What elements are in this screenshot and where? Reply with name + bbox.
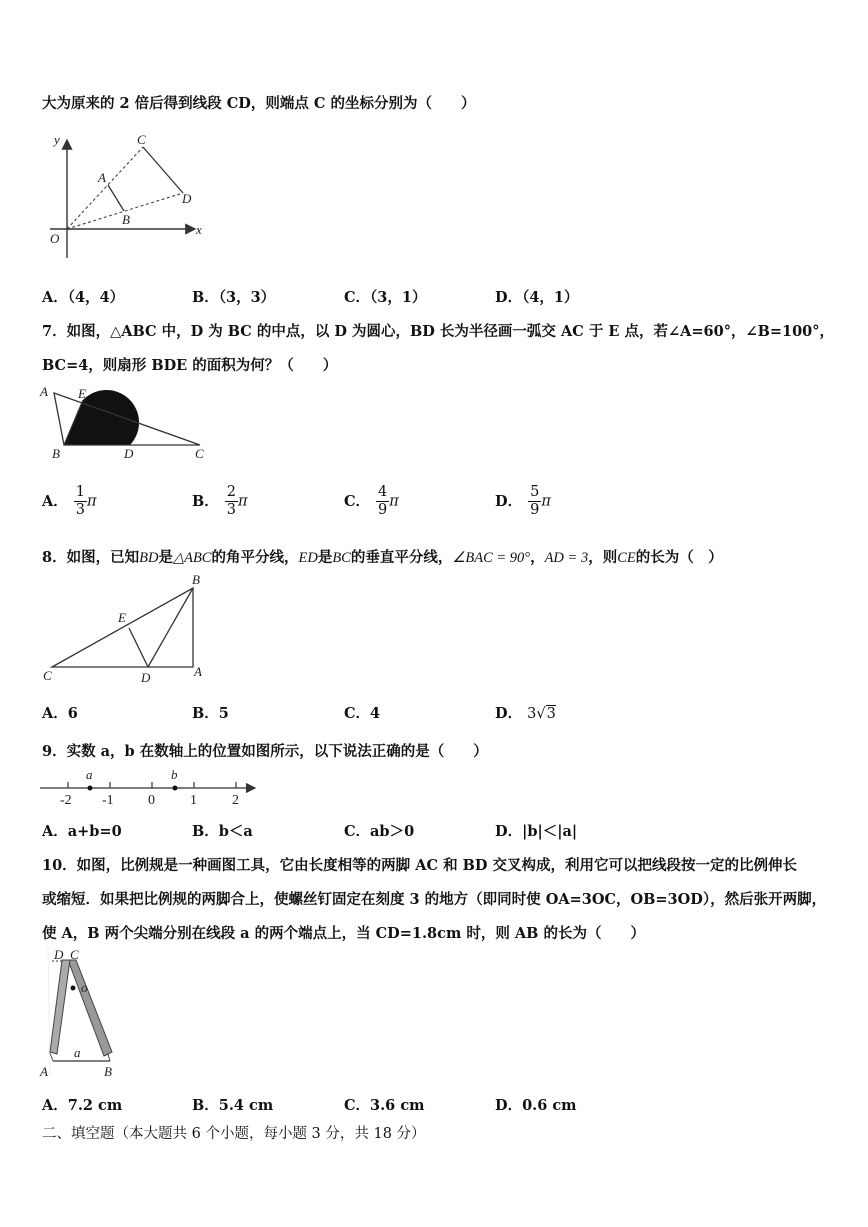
- point-b-label: B: [122, 212, 130, 227]
- q6-option-d[interactable]: D．（4，1）: [495, 289, 579, 306]
- q10-stem-line1: 10．如图，比例规是一种画图工具，它由长度相等的两脚 AC 和 BD 交叉构成，利用它可以把线段按一定的比例伸长: [42, 857, 797, 874]
- point-b-label: b: [171, 767, 178, 782]
- tick-label: 0: [148, 793, 155, 808]
- q9-option-a[interactable]: A．a+b=0: [42, 823, 122, 840]
- q7-label-a: A: [40, 384, 48, 399]
- point-d-label: D: [182, 191, 192, 206]
- q10-label-o: o: [81, 980, 88, 995]
- q6-coordinate-figure: [40, 130, 210, 260]
- q7-label-b: B: [52, 446, 60, 461]
- q8-label-e: E: [118, 610, 126, 625]
- x-axis-label: x: [196, 222, 202, 237]
- point-a-label: A: [98, 170, 106, 185]
- q8-triangle-figure: [40, 572, 230, 687]
- tick-label: 2: [232, 793, 239, 808]
- q6-option-c[interactable]: C．（3，1）: [344, 289, 427, 306]
- q8-label-d: D: [141, 670, 151, 685]
- q7-stem-line2: BC=4，则扇形 BDE 的面积为何？（ ）: [42, 357, 338, 374]
- q7-option-d[interactable]: D． $\frac{5}{9}$ π: [495, 484, 551, 518]
- q9-stem: 9．实数 a，b 在数轴上的位置如图所示，以下说法正确的是（ ）: [42, 743, 488, 760]
- q6-stem-tail: 大为原来的 2 倍后得到线段 CD，则端点 C 的坐标分别为（ ）: [42, 95, 476, 112]
- q10-label-b: B: [104, 1064, 112, 1079]
- q7-triangle-figure: [38, 384, 218, 464]
- q8-label-a: A: [194, 664, 202, 679]
- q7-option-a[interactable]: A． $\frac{1}{3}$ π: [42, 484, 97, 518]
- y-axis-label: y: [54, 132, 60, 147]
- q8-label-b: B: [192, 572, 200, 587]
- point-c-label: C: [137, 132, 146, 147]
- q10-label-a: A: [40, 1064, 48, 1079]
- q8-stem: 8．如图，已知BD是△ABC的角平分线，ED是BC的垂直平分线，∠BAC = 90°，AD = 3，则CE的长为（ ）: [42, 549, 723, 566]
- q8-label-c: C: [43, 668, 52, 683]
- q10-option-d[interactable]: D．0.6 cm: [495, 1097, 577, 1114]
- q10-proportional-divider-figure: [38, 946, 128, 1081]
- origin-label: O: [50, 231, 60, 246]
- q10-option-a[interactable]: A．7.2 cm: [42, 1097, 123, 1114]
- tick-label: -1: [102, 793, 114, 808]
- tick-label: 1: [190, 793, 197, 808]
- q10-option-c[interactable]: C．3.6 cm: [344, 1097, 425, 1114]
- q8-option-c[interactable]: C．4: [344, 705, 381, 722]
- q9-number-line: [40, 767, 270, 810]
- q8-option-b[interactable]: B．5: [192, 705, 229, 722]
- tick-label: -2: [60, 793, 72, 808]
- q10-label-d: D: [54, 947, 64, 962]
- q6-option-b[interactable]: B．（3，3）: [192, 289, 276, 306]
- q7-option-c[interactable]: C． $\frac{4}{9}$ π: [344, 484, 399, 518]
- q9-option-d[interactable]: D．|b|＜|a|: [495, 823, 578, 840]
- q6-option-a[interactable]: A．（4，4）: [42, 289, 125, 306]
- q7-option-b[interactable]: B． $\frac{2}{3}$ π: [192, 484, 248, 518]
- q10-stem-line2: 或缩短．如果把比例规的两脚合上，使螺丝钉固定在刻度 3 的地方（即同时使 OA=3OC，OB=3OD），然后张开两脚，: [42, 891, 827, 908]
- q8-option-d[interactable]: D． 3√3: [495, 705, 556, 722]
- q10-label-c: C: [70, 947, 79, 962]
- q7-stem-line1: 7．如图，△ABC 中，D 为 BC 的中点，以 D 为圆心，BD 长为半径画一弧交 AC 于 E 点，若∠A=60°，∠B=100°，: [42, 323, 835, 340]
- section-2-heading: 二、填空题（本大题共 6 个小题，每小题 3 分，共 18 分）: [42, 1126, 426, 1142]
- q8-option-d-value: 3√3: [527, 706, 556, 722]
- q7-label-c: C: [195, 446, 204, 461]
- q10-stem-line3: 使 A，B 两个尖端分别在线段 a 的两个端点上，当 CD=1.8cm 时，则 AB 的长为（ ）: [42, 925, 645, 942]
- q7-label-d: D: [124, 446, 134, 461]
- q10-label-segment-a: a: [74, 1045, 81, 1060]
- point-a-label: a: [86, 767, 93, 782]
- q9-option-c[interactable]: C．ab＞0: [344, 823, 415, 840]
- q9-option-b[interactable]: B．b＜a: [192, 823, 253, 840]
- q7-label-e: E: [78, 386, 86, 401]
- q8-option-a[interactable]: A．6: [42, 705, 78, 722]
- q10-option-b[interactable]: B．5.4 cm: [192, 1097, 274, 1114]
